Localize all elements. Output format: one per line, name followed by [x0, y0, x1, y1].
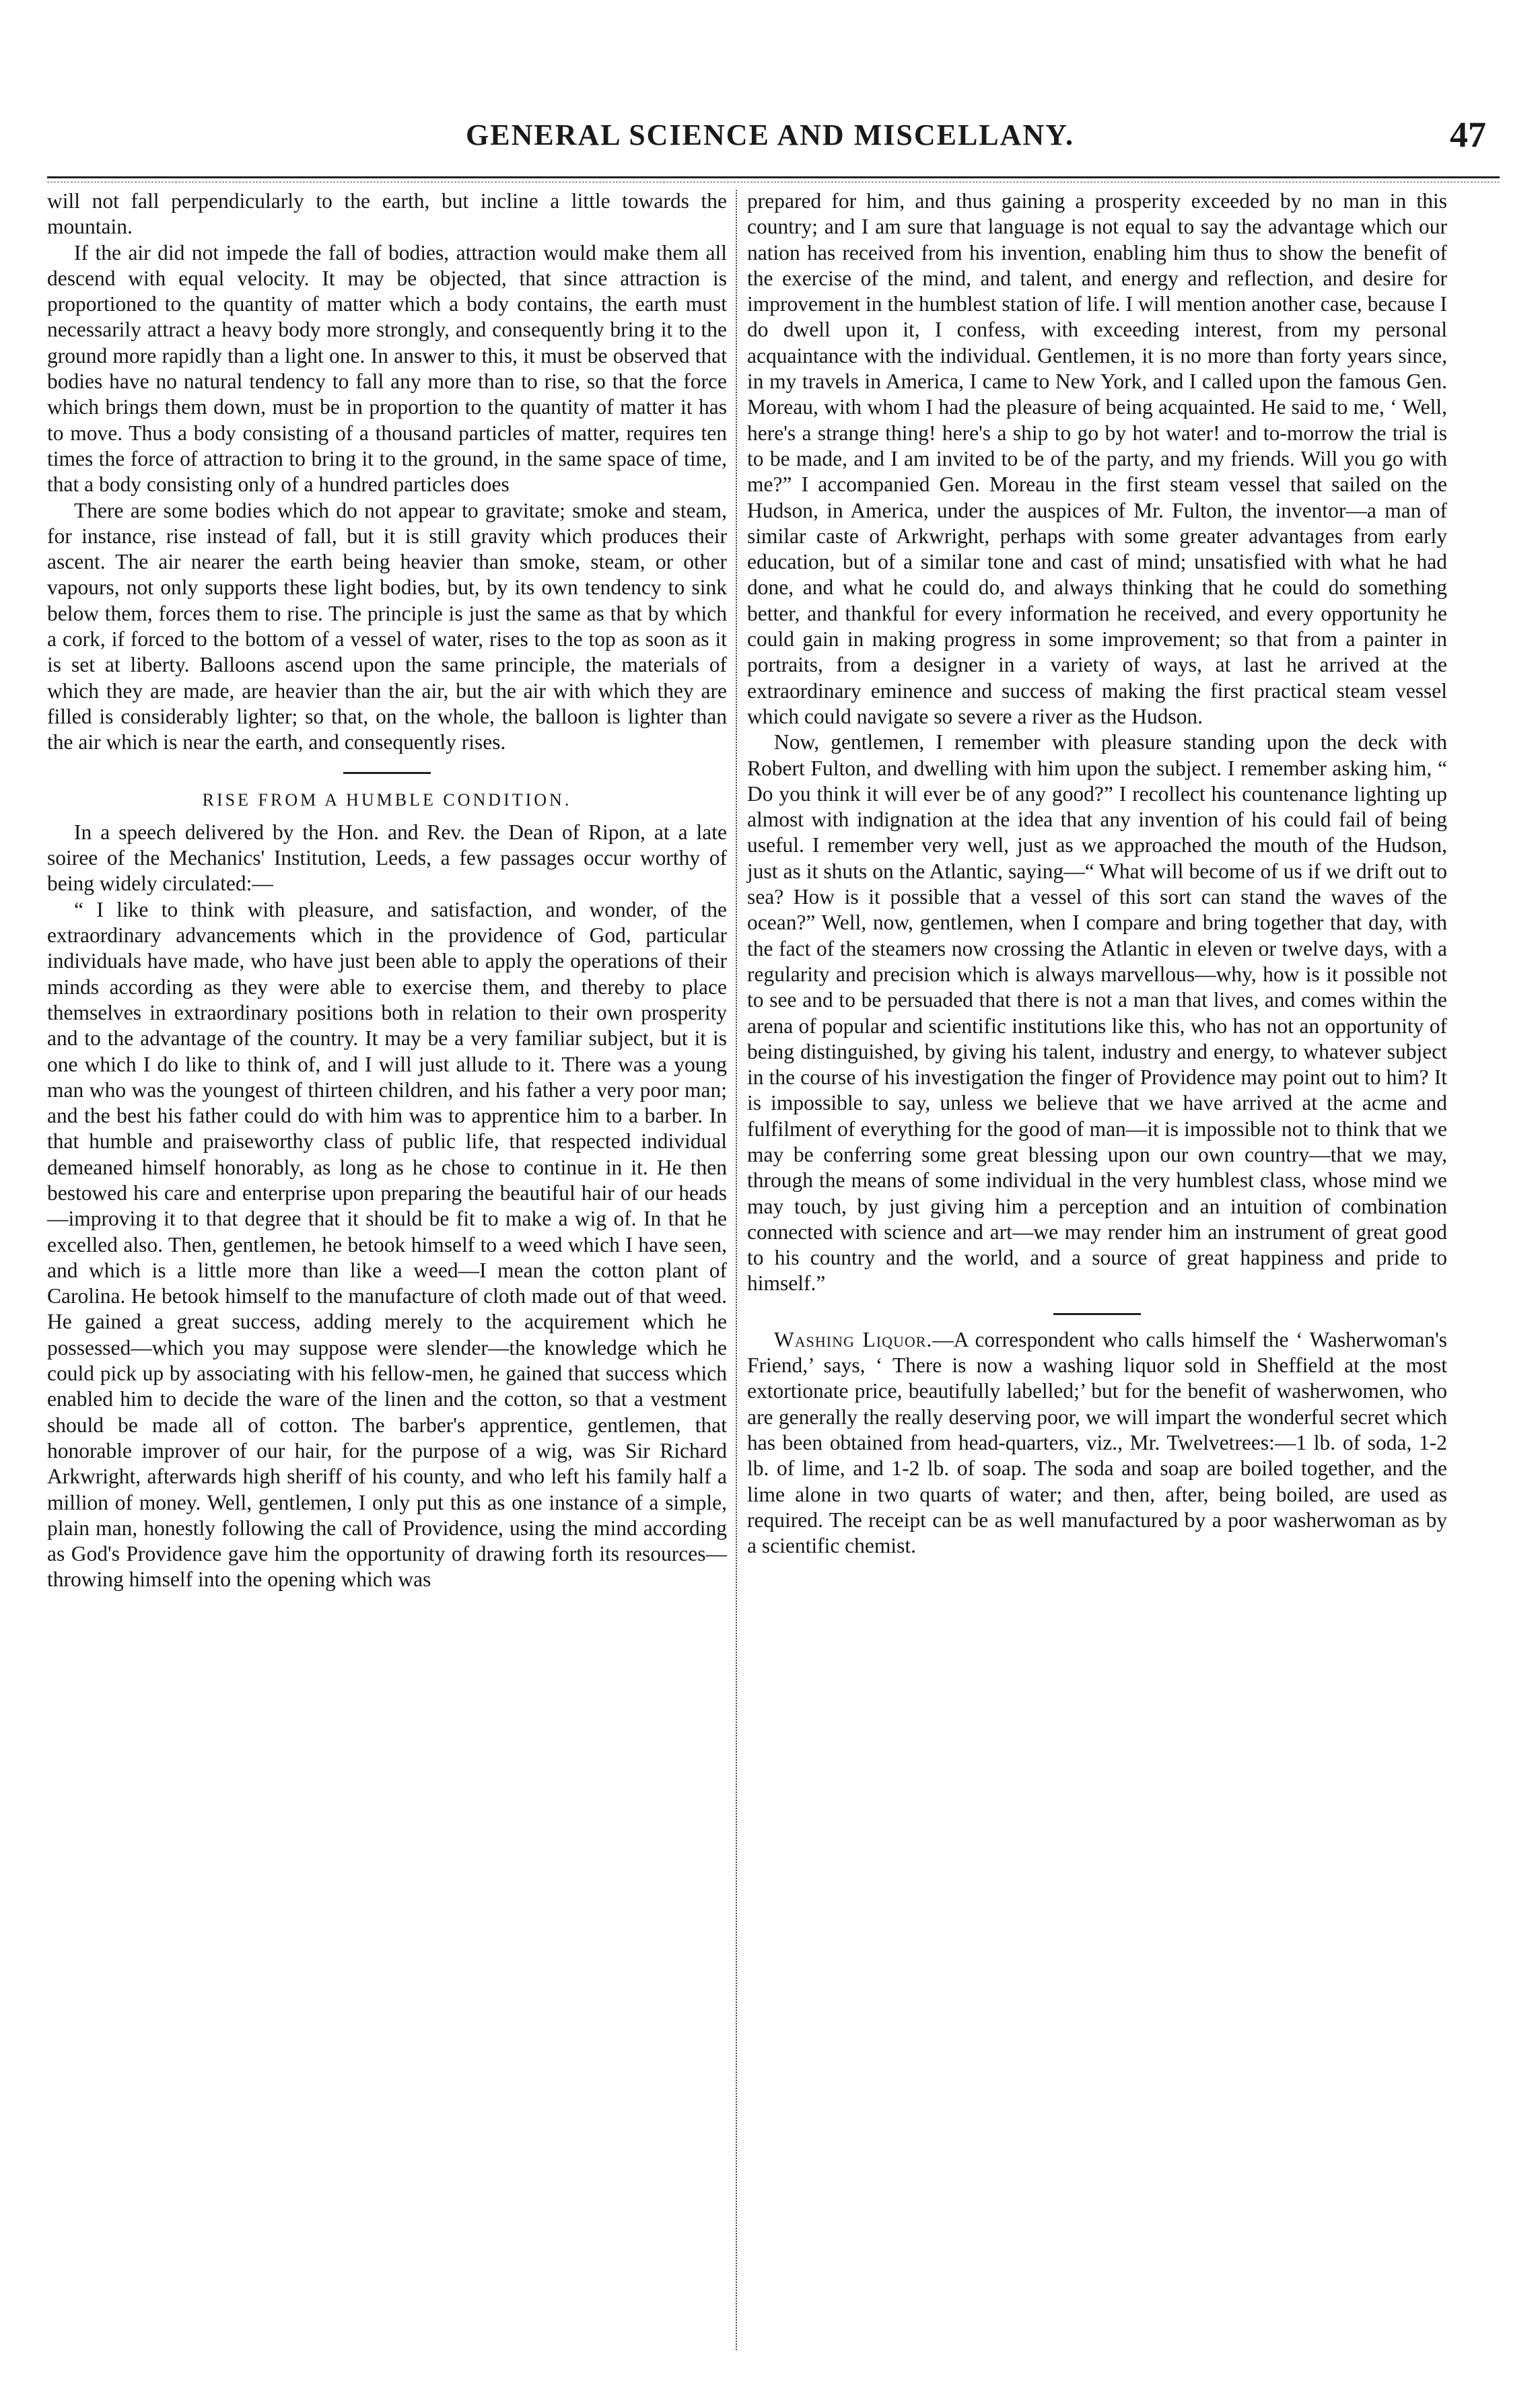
section-heading: RISE FROM A HUMBLE CONDITION.: [202, 789, 572, 810]
section-divider: [343, 772, 431, 774]
paragraph-intro-speech: In a speech delivered by the Hon. and Rev. the Dean of Ripon, at a late soiree of the Mechanics' Institution, Leeds, a few passages occur worthy of being widely circulated:—: [47, 820, 727, 896]
washing-liquor-lead: Washing Liquor.: [774, 1327, 933, 1351]
section-divider-2: [1053, 1313, 1141, 1315]
page-number: 47: [1450, 114, 1486, 155]
paragraph-washing-liquor: [747, 1327, 1447, 1559]
paragraph-fulton: Now, gentlemen, I remember with pleasure standing upon the deck with Robert Fulton, and dwelling with him upon the subject. I remember asking him, “ Do you think it will ever be of any good?” I recollect his countenance lighting up almost with indignation at the idea that any invention of his could fail of being useful. I remember very well, just as we approached the mouth of the Hudson, just as it shuts on the Atlantic, saying—“ What will become of us if we drift out to sea? How is it possible that a vessel of this sort can stand the waves of the ocean?” Well, now, gentlemen, when I compare and bring together that day, with the fact of the steamers now crossing the Atlantic in eleven or twelve days, with a regularity and precision which is always marvellous—why, how is it possible not to see and to be persuaded that there is not a man that lives, and comes within the arena of popular and scientific institutions like this, who has not an opportunity of being distinguished, by giving his talent, industry and energy, to whatever subject in the course of his investigation the finger of Providence may point out to him? It is impossible to say, unless we believe that we have arrived at the acme and fulfilment of everything for the good of man—it is impossible not to think that we may be conferring some great blessing upon our own country—that we may, through the means of some individual in the very humblest class, whose mind we may touch, by just giving him a perception and an intuition of combination connected with science and art—we may render him an instrument of great good to his country and the world, and a source of great happiness and pride to himself.”: [747, 730, 1447, 1296]
paragraph-speech-continued: prepared for him, and thus gaining a prosperity exceeded by no man in this country; and I am sure that language is not equal to say the advantage which our nation has received from his invention, enabling him thus to show the benefit of the exercise of the mind, and talent, and energy and reflection, and desire for improvement in the humblest station of life. I will mention another case, because I do dwell upon it, I confess, with exceeding interest, from my personal acquaintance with the individual. Gentlemen, it is no more than forty years since, in my travels in America, I came to New York, and I called upon the famous Gen. Moreau, with whom I had the pleasure of being acquainted. He said to me, ‘ Well, here's a strange thing! here's a ship to go by hot water! and to-morrow the trial is to be made, and I am invited to be of the party, and my friends. Will you go with me?” I accompanied Gen. Moreau in the first steam vessel that sailed on the Hudson, in America, under the auspices of Mr. Fulton, the inventor—a man of similar caste of Arkwright, perhaps with some greater advantages from early education, but of a similar tone and cast of mind; unsatisfied with what he had done, and what he could do, and always thinking that he could do something better, and thankful for every information he received, and every opportunity he could gain in making progress in some improvement; so that from a painter in portraits, from a designer in a variety of ways, at last he arrived at the extraordinary eminence and success of making the first practical steam vessel which could navigate so severe a river as the Hudson.: [747, 189, 1447, 728]
paragraph-gravitate: There are some bodies which do not appear to gravitate; smoke and steam, for instance, rise instead of fall, but it is still gravity which produces their ascent. The air nearer the earth being heavier than smoke, steam, or other vapours, not only supports these light bodies, but, by its own tendency to sink below them, forces them to rise. The principle is just the same as that by which a cork, if forced to the bottom of a vessel of water, rises to the top as soon as it is set at liberty. Balloons ascend upon the same principle, the materials of which they are made, are heavier than the air, but the air with which they are filled is considerably lighter; so that, on the whole, the balloon is lighter than the air which is near the earth, and consequently rises.: [47, 498, 727, 754]
header-rule: [47, 176, 1500, 178]
running-title: GENERAL SCIENCE AND MISCELLANY.: [466, 118, 1074, 151]
column-divider: [736, 190, 737, 2350]
page-header: [47, 114, 1493, 165]
washing-liquor-body: —A correspondent who calls himself the ‘ Washerwoman's Friend,’ says, ‘ There is now a washing liquor sold in Sheffield at the most extortionate price, beautifully labelled;’ but for the benefit of washerwomen, who are generally the really deserving poor, we will impart the wonderful secret which has been obtained from head-quarters, viz., Mr. Twelvetrees:—1 lb. of soda, 1-2 lb. of lime, and 1-2 lb. of soap. The soda and soap are boiled together, and the lime alone in two quarts of water; and then, after, being boiled, are used as required. The receipt can be as well manufactured by a poor washerwoman as by a scientific chemist.: [747, 1327, 1448, 1558]
paragraph-attraction: If the air did not impede the fall of bodies, attraction would make them all descend with equal velocity. It may be objected, that since attraction is proportioned to the quantity of matter which a body contains, the earth must necessarily attract a heavy body more strongly, and consequently bring it to the ground more rapidly than a light one. In answer to this, it must be observed that bodies have no natural tendency to fall any more than to rise, so that the force which brings them down, must be in proportion to the quantity of matter it has to move. Thus a body consisting of a thousand particles of matter, requires ten times the force of attraction to bring it to the ground, in the same space of time, that a body consisting only of a hundred particles does: [47, 240, 727, 497]
right-column: [747, 188, 1447, 1559]
left-column: [47, 188, 727, 1593]
paragraph-speech-arkwright: “ I like to think with pleasure, and satisfaction, and wonder, of the extraordinary advancements which in the providence of God, particular individuals have made, who have just been able to apply the operations of their minds according as they were able to exercise them, and thereby to place themselves in extraordinary positions both in relation to their own prosperity and to the advantage of the country. It may be a very familiar subject, but it is one which I do like to think of, and I will just allude to it. There was a young man who was the youngest of thirteen children, and his father a very poor man; and the best his father could do with him was to apprentice him to a barber. In that humble and praiseworthy class of public life, that respected individual demeaned himself honorably, as long as he chose to continue in it. He then bestowed his care and enterprise upon preparing the beautiful hair of our heads—improving it to that degree that it should be fit to make a wig of. In that he excelled also. Then, gentlemen, he betook himself to a weed which I have seen, and which is a little more than like a weed—I mean the cotton plant of Carolina. He betook himself to the manufacture of cloth made out of that weed. He gained a great success, adding merely to the acquirement which he possessed—which you may suppose were slender—the knowledge which he could pick up by associating with his fellow-men, he gained that success which enabled him to decide the ware of the linen and the cotton, so that a vestment should be made all of cotton. The barber's apprentice, gentlemen, that honorable improver of our hair, for the purpose of a wig, was Sir Richard Arkwright, afterwards high sheriff of his county, and who left his family half a million of money. Well, gentlemen, I only put this as one instance of a simple, plain man, honestly following the call of Providence, using the mind according as God's Providence gave him the opportunity of drawing forth its resources—throwing himself into the opening which was: [47, 897, 727, 1592]
paragraph-continuation: will not fall perpendicularly to the earth, but incline a little towards the mountain.: [47, 189, 727, 239]
